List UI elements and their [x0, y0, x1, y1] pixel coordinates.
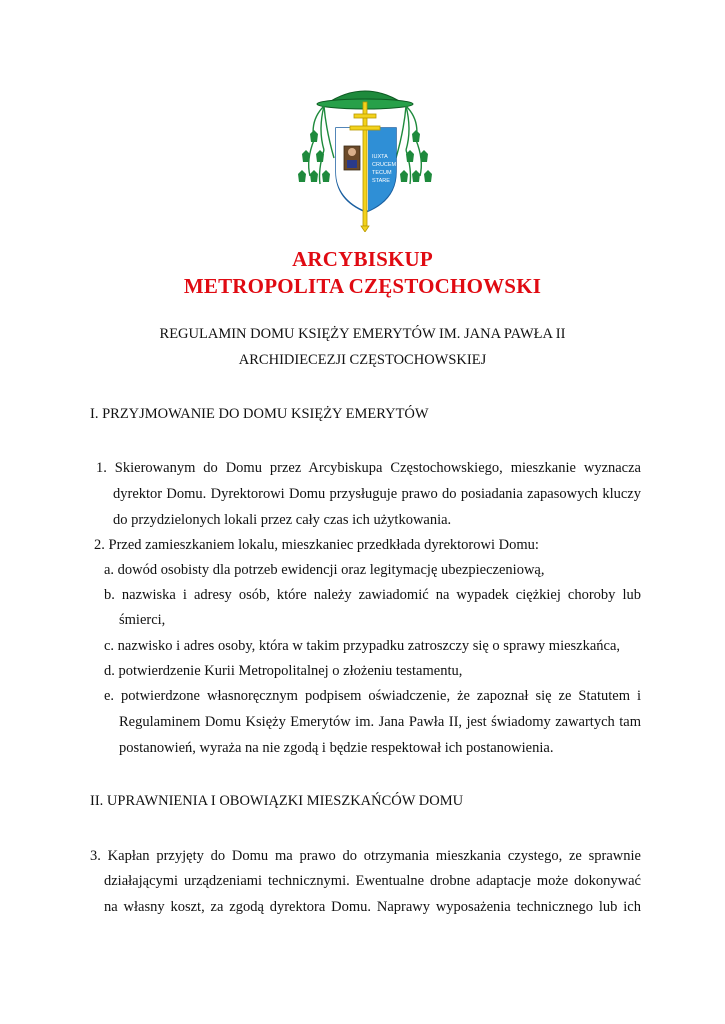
item-2-c: c. nazwisko i adres osoby, która w takim przypadku zatroszczy się o sprawy mieszkańca,: [104, 638, 621, 654]
left-tassels: [298, 130, 330, 182]
regulation-title: REGULAMIN DOMU KSIĘŻY EMERYTÓW IM. JANA PAWŁA II: [159, 326, 566, 342]
title-archbishop: ARCYBISKUP: [292, 247, 433, 271]
section-1-heading: I. PRZYJMOWANIE DO DOMU KSIĘŻY EMERYTÓW: [90, 406, 429, 422]
motto-line-2: CRUCEM: [372, 162, 397, 168]
item-2-e-line-1: e. potwierdzone własnoręcznym podpisem oświadczenie, że zapoznał się ze Statutem i: [104, 688, 641, 704]
regulation-subtitle: ARCHIDIECEZJI CZĘSTOCHOWSKIEJ: [238, 352, 487, 368]
right-tassels: [400, 130, 432, 182]
item-1-line-3: do przydzielonych lokali przez cały czas ich użytkowania.: [113, 512, 452, 528]
item-3-line-3: na własny koszt, za zgodą dyrektora Domu. Naprawy wyposażenia technicznego lub ich: [104, 899, 641, 915]
item-1-line-1: 1. Skierowanym do Domu przez Arcybiskupa Częstochowskiego, mieszkanie wyznacza: [96, 460, 641, 476]
coat-of-arms-emblem: [296, 80, 434, 232]
motto-line-1: IUXTA: [372, 154, 388, 160]
motto-line-4: STARE: [372, 178, 390, 184]
item-3-line-1: 3. Kapłan przyjęty do Domu ma prawo do otrzymania mieszkania czystego, ze sprawnie: [90, 848, 641, 864]
section-2-heading: II. UPRAWNIENIA I OBOWIĄZKI MIESZKAŃCÓW DOMU: [90, 793, 464, 809]
item-1-line-2: dyrektor Domu. Dyrektorowi Domu przysługuje prawo do posiadania zapasowych kluczy: [113, 486, 641, 502]
item-2-d: d. potwierdzenie Kurii Metropolitalnej o złożeniu testamentu,: [104, 663, 463, 679]
item-2-b-line-2: śmierci,: [119, 612, 166, 628]
title-metropolitan: METROPOLITA CZĘSTOCHOWSKI: [183, 274, 542, 298]
item-2-b-line-1: b. nazwiska i adresy osób, które należy zawiadomić na wypadek ciężkiej choroby lub: [104, 587, 641, 603]
item-2-a: a. dowód osobisty dla potrzeb ewidencji oraz legitymację ubezpieczeniową,: [104, 562, 545, 578]
item-2-e-line-3: postanowień, wyraża na nie zgodą i będzie respektował ich postanowienia.: [119, 740, 554, 756]
item-3-line-2: działającymi urządzeniami technicznymi. Ewentualne drobne adaptacje może dokonywać: [104, 873, 641, 889]
item-2-e-line-2: Regulaminem Domu Księży Emerytów im. Jana Pawła II, jest świadomy zawartych tam: [119, 714, 641, 730]
item-2-intro: 2. Przed zamieszkaniem lokalu, mieszkaniec przedkłada dyrektorowi Domu:: [94, 537, 539, 553]
motto-line-3: TECUM: [372, 170, 392, 176]
